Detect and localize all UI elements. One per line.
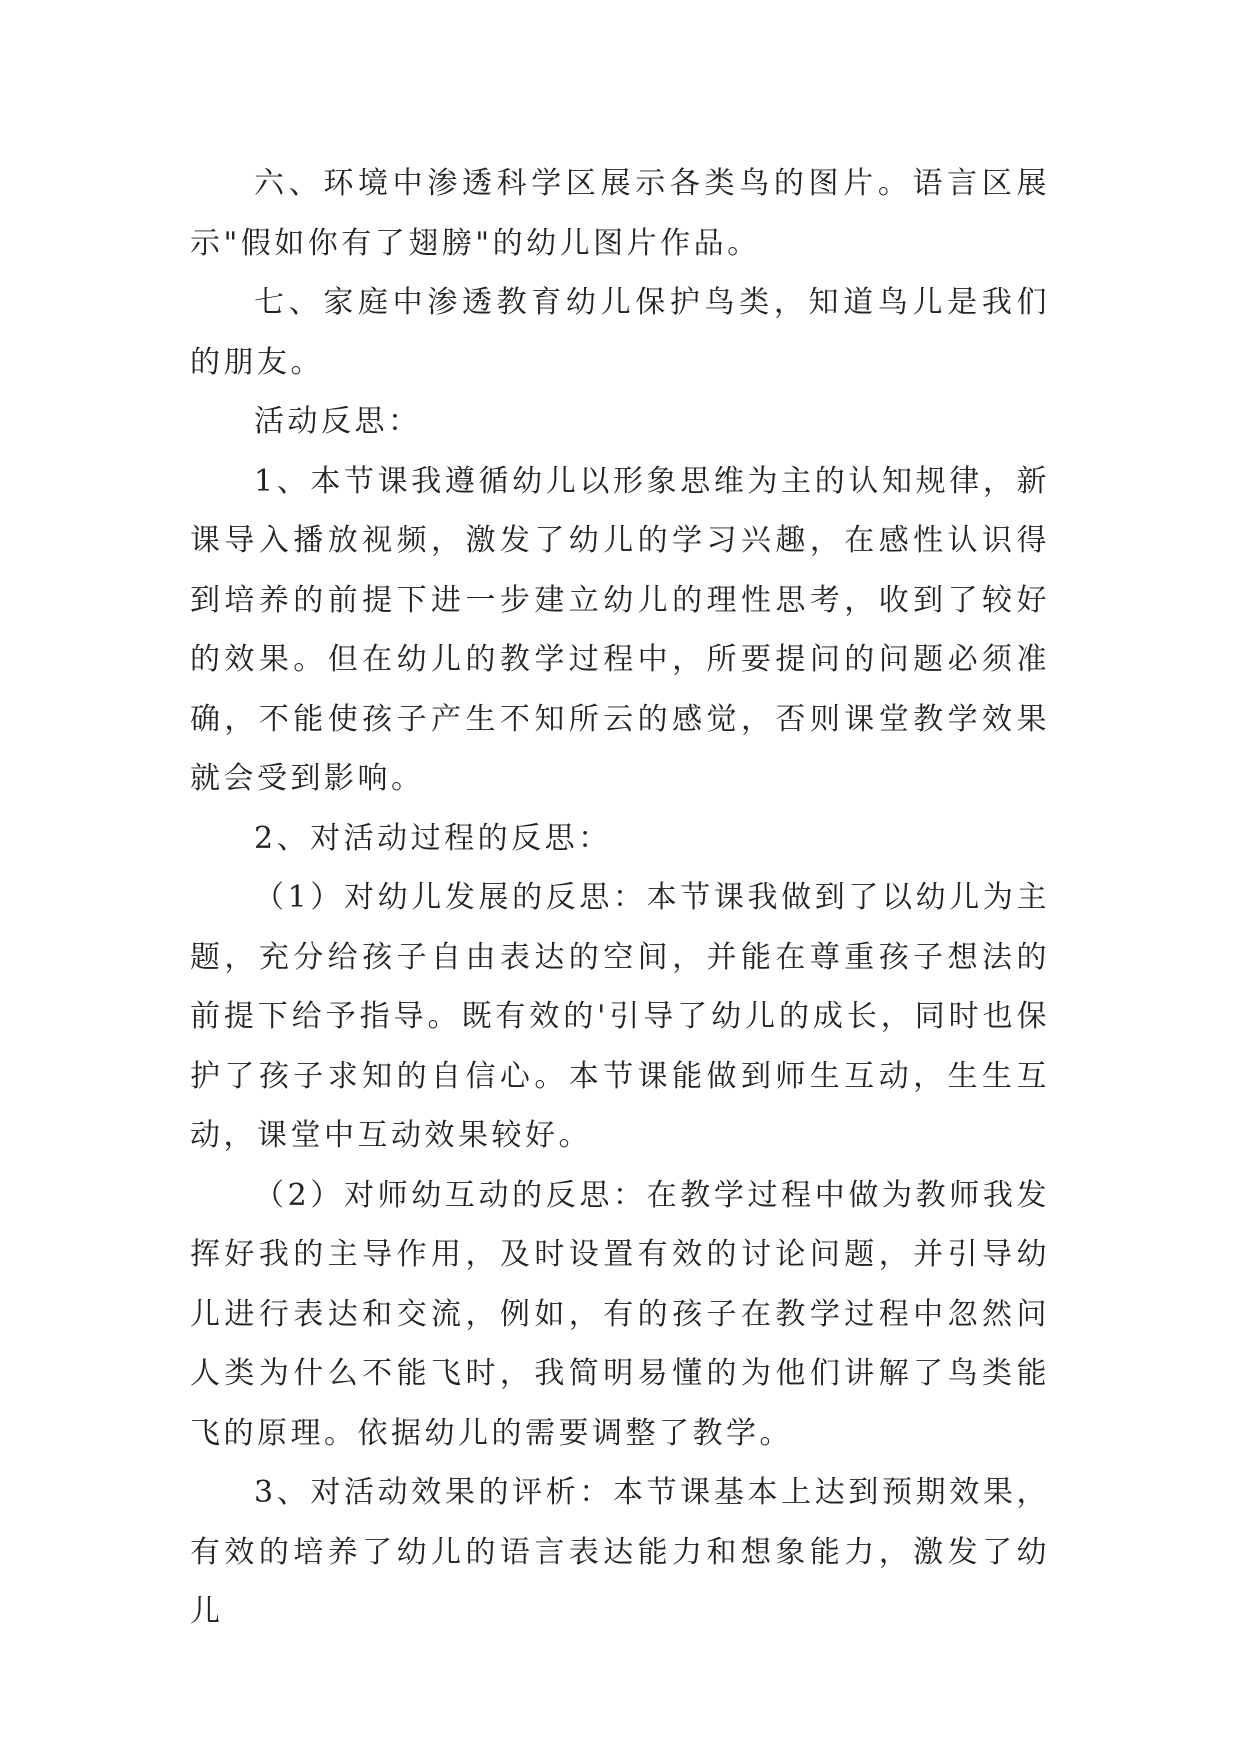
document-body (190, 154, 1050, 1642)
paragraph-teacher-child-interaction: （2）对师幼互动的反思：在教学过程中做为教师我发挥好我的主导作用，及时设置有效的讨论问题，并引导幼儿进行表达和交流，例如，有的孩子在教学过程中忽然问人类为什么不能飞时，我简明易懂的为他们讲解了鸟类能飞的原理。依据幼儿的需要调整了教学。 (190, 1177, 1050, 1451)
paragraph-child-development: （1）对幼儿发展的反思：本节课我做到了以幼儿为主题，充分给孩子自由表达的空间，并能在尊重孩子想法的前提下给予指导。既有效的'引导了幼儿的成长，同时也保护了孩子求知的自信心。本节课能做到师生互动，生生互动，课堂中互动效果较好。 (190, 880, 1050, 1153)
paragraph-reflection-2-heading: 2、对活动过程的反思： (254, 820, 612, 856)
paragraph-effect-analysis: 3、对活动效果的评析：本节课基本上达到预期效果，有效的培养了幼儿的语言表达能力和想象能力，激发了幼儿 (190, 1475, 1050, 1629)
paragraph-family: 七、家庭中渗透教育幼儿保护鸟类，知道鸟儿是我们的朋友。 (190, 285, 1050, 380)
paragraph-reflection-heading: 活动反思： (254, 404, 422, 439)
paragraph-environment: 六、环境中渗透科学区展示各类鸟的图片。语言区展示"假如你有了翅膀"的幼儿图片作品。 (190, 166, 1050, 261)
paragraph-reflection-1: 1、本节课我遵循幼儿以形象思维为主的认知规律，新课导入播放视频，激发了幼儿的学习兴趣，在感性认识得到培养的前提下进一步建立幼儿的理性思考，收到了较好的效果。但在幼儿的教学过程中，所要提问的问题必须准确，不能使孩子产生不知所云的感觉，否则课堂教学效果就会受到影响。 (190, 463, 1050, 796)
